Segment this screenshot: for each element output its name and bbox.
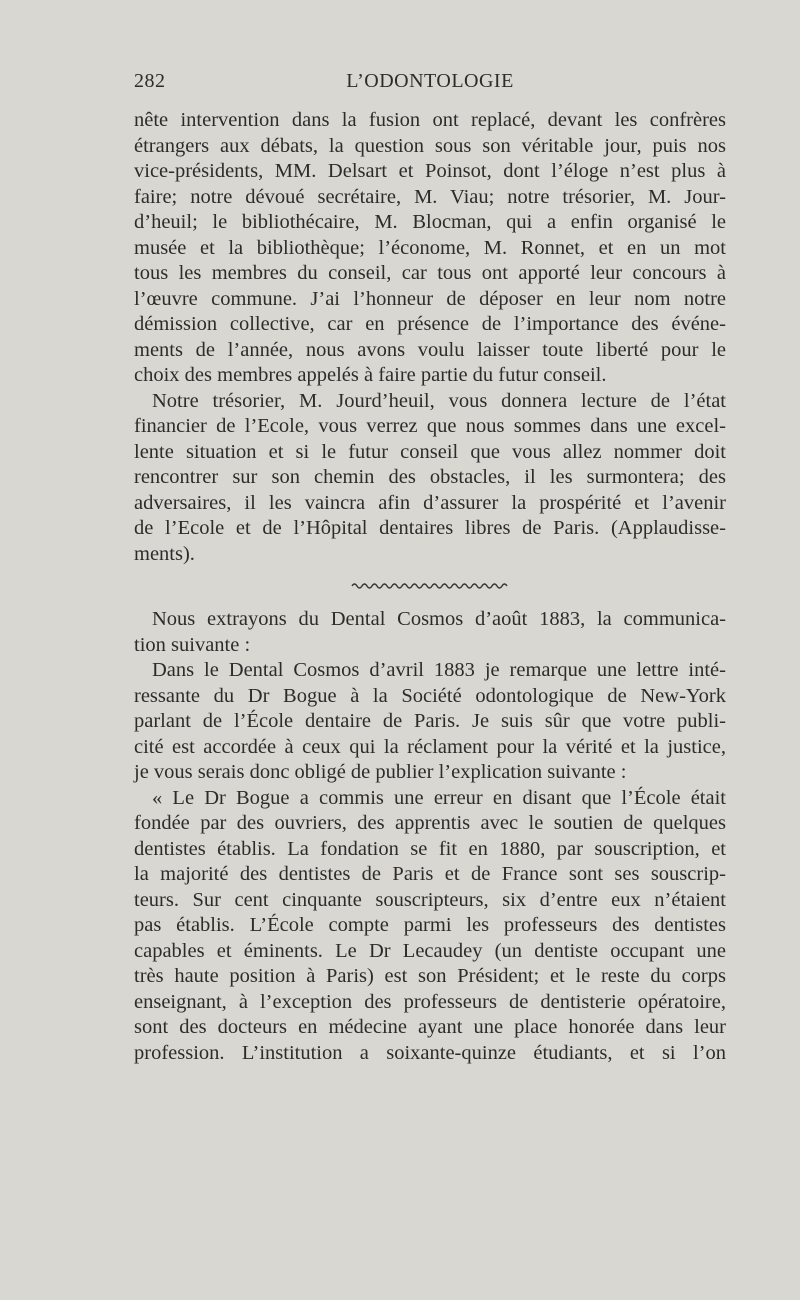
running-head [134,70,726,96]
text-line: tous les membres du conseil, car tous ont apporté leur concours à [134,262,726,284]
text-line: faire; notre dévoué secrétaire, M. Viau; notre trésorier, M. Jour- [134,185,726,208]
text-line: fondée par des ouvriers, des apprentis avec le soutien de quelques [134,812,726,834]
running-title: L’ODONTOLOGIE [346,70,514,92]
text-line: démission collective, car en présence de l’importance des événe- [134,313,726,335]
text-line: ments de l’année, nous avons voulu laisser toute liberté pour le [134,338,726,361]
paragraph-5 [134,786,726,1067]
wavy-divider-ornament [350,581,510,591]
paragraph-4 [134,658,726,786]
text-line: d’heuil; le bibliothécaire, M. Blocman, qui a enfin organisé le [134,211,726,233]
text-line: enseignant, à l’exception des professeurs de dentisterie opératoire, [134,990,726,1013]
text-line: ressante du Dr Bogue à la Société odontologique de New-York [134,684,726,707]
text-line: musée et la bibliothèque; l’économe, M. Ronnet, et en un mot [134,236,726,259]
page-number: 282 [134,70,166,92]
text-line: Nous extrayons du Dental Cosmos d’août 1883, la communica- [152,608,726,630]
text-line: vice-présidents, MM. Delsart et Poinsot, dont l’éloge n’est plus à [134,160,726,182]
text-line: je vous serais donc obligé de publier l’explication suivante : [134,761,627,783]
text-line: sont des docteurs en médecine ayant une place honorée dans leur [134,1016,726,1038]
text-line: tion suivante : [134,633,251,656]
text-line: lente situation et si le futur conseil que vous allez nommer doit [134,440,726,463]
paragraph-2 [134,389,726,568]
text-line: adversaires, il les vaincra afin d’assurer la prospérité et l’avenir [134,491,726,514]
text-line: la majorité des dentistes de Paris et de France sont ses souscrip- [134,863,726,885]
body-text [134,108,726,1066]
text-line: ments). [134,542,195,565]
text-line: profession. L’institution a soixante-quinze étudiants, et si l’on [134,1041,726,1064]
text-line: pas établis. L’École compte parmi les professeurs des dentistes [134,914,726,936]
text-line: cité est accordée à ceux qui la réclament pour la vérité et la justice, [134,735,726,758]
text-line: rencontrer sur son chemin des obstacles, il les surmontera; des [134,466,726,488]
text-line: capables et éminents. Le Dr Lecaudey (un dentiste occupant une [134,939,726,962]
text-line: Dans le Dental Cosmos d’avril 1883 je remarque une lettre inté- [152,659,726,681]
text-line: de l’Ecole et de l’Hôpital dentaires libres de Paris. (Applaudisse- [134,517,726,539]
text-line: très haute position à Paris) est son Président; et le reste du corps [134,965,726,987]
paragraph-3 [134,607,726,658]
text-line: « Le Dr Bogue a commis une erreur en disant que l’École était [152,786,726,809]
text-line: parlant de l’École dentaire de Paris. Je suis sûr que votre publi- [134,710,726,732]
text-line: nête intervention dans la fusion ont replacé, devant les confrères [134,109,726,131]
text-line: dentistes établis. La fondation se fit en 1880, par souscription, et [134,837,726,860]
paragraph-1 [134,108,726,389]
text-line: teurs. Sur cent cinquante souscripteurs, six d’entre eux n’étaient [134,888,726,911]
text-line: financier de l’Ecole, vous verrez que nous sommes dans une excel- [134,415,726,437]
text-line: choix des membres appelés à faire partie du futur conseil. [134,364,607,386]
text-line: Notre trésorier, M. Jourd’heuil, vous donnera lecture de l’état [152,389,726,412]
text-line: l’œuvre commune. J’ai l’honneur de déposer en leur nom notre [134,287,726,310]
text-line: étrangers aux débats, la question sous son véritable jour, puis nos [134,134,726,157]
